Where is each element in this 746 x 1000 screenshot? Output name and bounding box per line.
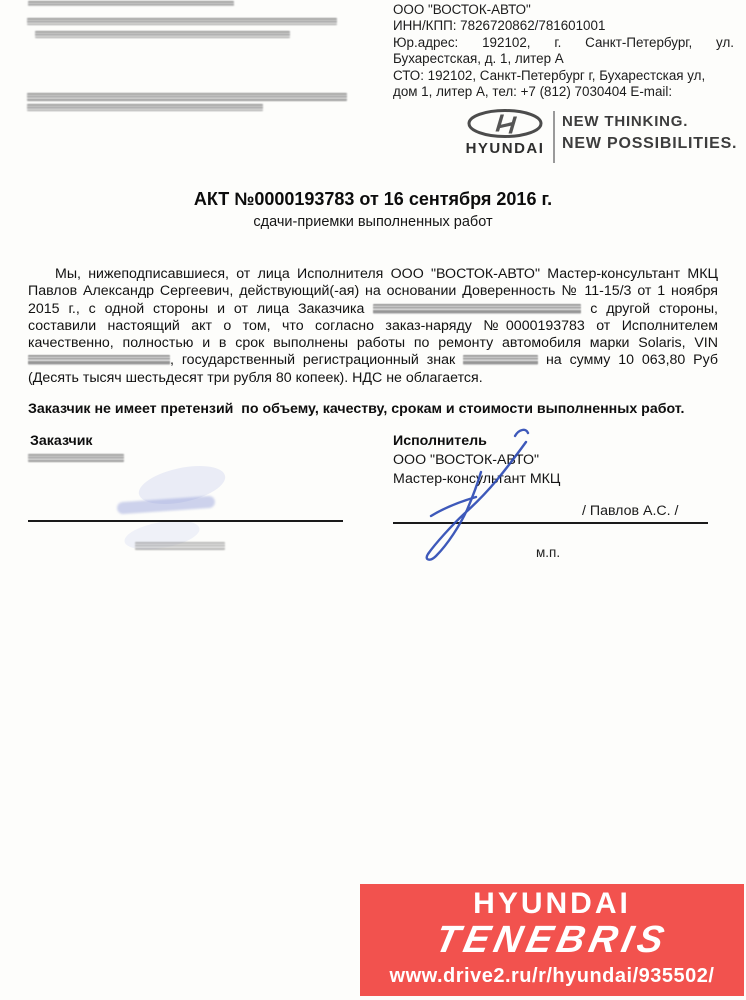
customer-signature-line bbox=[28, 520, 343, 522]
main-paragraph bbox=[28, 266, 718, 387]
contractor-signed-name: / Павлов А.С. / bbox=[582, 503, 679, 519]
customer-heading: Заказчик bbox=[30, 433, 93, 449]
paragraph-line bbox=[28, 301, 718, 318]
paragraph-line: Павлов Александр Сергеевич, действующий(-ая) на основании Доверенность № 11-15/3 от 1 ноября bbox=[28, 283, 718, 300]
paragraph-text: с другой стороны, bbox=[590, 300, 719, 317]
paragraph-line bbox=[28, 352, 718, 369]
hyundai-brand-block bbox=[452, 106, 744, 168]
contractor-role: Мастер-консультант МКЦ bbox=[393, 471, 561, 487]
paragraph-line: качественно, полностью и в срок выполнены работы по ремонту автомобиля марки Solaris, VIN bbox=[28, 335, 718, 352]
hyundai-wordmark: HYUNDAI bbox=[465, 140, 545, 157]
redaction-bar bbox=[28, 454, 124, 462]
stamp-place-mark: м.п. bbox=[536, 545, 561, 560]
paragraph-line: (Десять тысяч шестьдесят три рубля 80 копеек). НДС не облагается. bbox=[28, 369, 483, 386]
company-legal-address-line2: Бухарестская, д. 1, литер А bbox=[393, 51, 564, 67]
company-legal-address-line1: Юр.адрес: 192102, г. Санкт-Петербург, ул. bbox=[393, 34, 734, 50]
company-info-block bbox=[393, 2, 734, 100]
brand-divider bbox=[553, 111, 555, 163]
paragraph-text: , государственный регистрационный знак bbox=[170, 352, 456, 369]
paragraph-text: 2015 г., с одной стороны и от лица Заказчика bbox=[28, 300, 365, 317]
redaction-bar bbox=[27, 104, 263, 111]
redaction-bar bbox=[27, 93, 347, 101]
banner-title: TENEBRIS bbox=[431, 919, 673, 961]
redaction-bar bbox=[27, 18, 337, 25]
contractor-company: ООО "ВОСТОК-АВТО" bbox=[393, 452, 540, 468]
customer-signature-faint bbox=[117, 496, 216, 515]
hyundai-logo-icon bbox=[466, 109, 544, 139]
redaction-bar bbox=[463, 355, 538, 365]
banner-brand: HYUNDAI bbox=[473, 887, 631, 920]
paragraph-line: Мы, нижеподписавшиеся, от лица Исполнителя ООО "ВОСТОК-АВТО" Мастер-консультант МКЦ bbox=[55, 266, 718, 282]
redaction-bar bbox=[28, 355, 170, 365]
company-name: ООО "ВОСТОК-АВТО" bbox=[393, 2, 531, 17]
brand-slogan-line1: NEW THINKING. bbox=[562, 113, 689, 130]
document-title: АКТ №0000193783 от 16 сентября 2016 г. bbox=[193, 189, 553, 209]
no-claims-statement: Заказчик не имеет претензий по объему, качеству, срокам и стоимости выполненных работ. bbox=[28, 401, 685, 417]
banner-url: www.drive2.ru/r/hyundai/935502/ bbox=[389, 965, 715, 987]
company-sto-line2: дом 1, литер А, тел: +7 (812) 7030404 E-mail: bbox=[393, 84, 673, 100]
drive2-watermark-banner bbox=[360, 884, 744, 996]
brand-slogan-line2: NEW POSSIBILITIES. bbox=[562, 135, 738, 152]
redaction-bar bbox=[35, 31, 290, 38]
company-inn-kpp: ИНН/КПП: 7826720862/781601001 bbox=[393, 18, 606, 34]
redaction-bar bbox=[28, 1, 234, 6]
redaction-bar bbox=[135, 542, 225, 550]
contractor-signature-line bbox=[393, 522, 708, 524]
company-sto-line1: СТО: 192102, Санкт-Петербург г, Бухарестская ул, bbox=[393, 67, 706, 83]
document-subtitle: сдачи-приемки выполненных работ bbox=[253, 214, 493, 230]
paragraph-text: на сумму 10 063,80 Руб bbox=[545, 352, 719, 369]
contractor-heading: Исполнитель bbox=[393, 433, 487, 449]
redaction-bar bbox=[373, 304, 581, 314]
paragraph-line: составили настоящий акт о том, что согласно заказ-наряду №0000193783 от Исполнителем bbox=[28, 317, 718, 334]
